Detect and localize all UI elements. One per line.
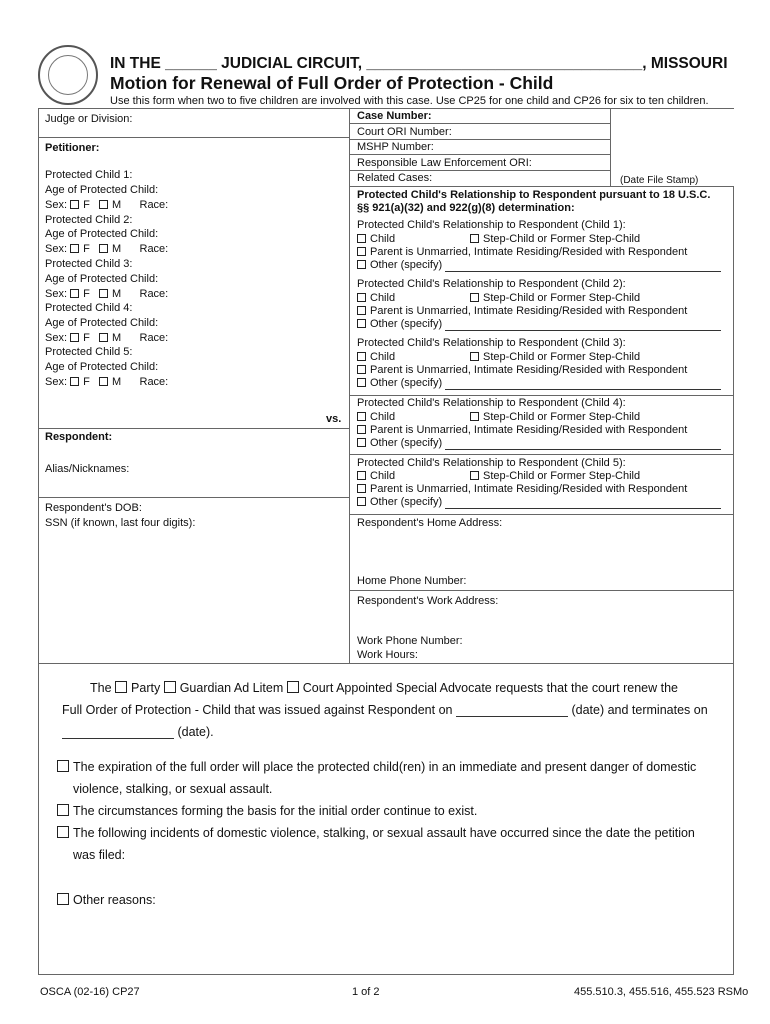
incidents-checkbox[interactable] — [57, 826, 69, 838]
home-phone-label: Home Phone Number: — [357, 575, 467, 587]
work-hours-label: Work Hours: — [357, 649, 418, 661]
sex-f-checkbox[interactable] — [70, 377, 79, 386]
work-phone-label: Work Phone Number: — [357, 635, 463, 647]
home-address-label: Respondent's Home Address: — [357, 517, 503, 529]
parent-checkbox[interactable] — [357, 247, 366, 256]
court-ori-label: Court ORI Number: — [357, 126, 452, 138]
sex-f-checkbox[interactable] — [70, 200, 79, 209]
case-number-label: Case Number: — [357, 110, 432, 122]
child-1-age: Age of Protected Child: — [45, 184, 159, 196]
issued-line: Full Order of Protection - Child that was issued against Respondent on (date) and terminates on — [62, 703, 708, 717]
relationship-title-1: Protected Child's Relationship to Respondent (Child 1): — [357, 219, 626, 231]
form-instructions: Use this form when two to five children are involved with this case. Use CP25 for one child and CP26 for six to ten children. — [110, 95, 709, 107]
opt-other-4: Other (specify) — [357, 437, 721, 450]
sex-m-checkbox[interactable] — [99, 200, 108, 209]
child-2-sex-row: Sex: F M Race: — [45, 243, 169, 255]
child-checkbox[interactable] — [357, 471, 366, 480]
child-4-name: Protected Child 4: — [45, 302, 133, 314]
reason-other: Other reasons: — [57, 893, 156, 907]
other-checkbox[interactable] — [357, 497, 366, 506]
terminate-line: (date). — [62, 725, 214, 739]
child-2-age: Age of Protected Child: — [45, 228, 159, 240]
alias-label: Alias/Nicknames: — [45, 463, 130, 475]
opt-step-4: Step-Child or Former Step-Child — [470, 411, 640, 424]
step-child-checkbox[interactable] — [470, 352, 479, 361]
requestor-line: The Party Guardian Ad Litem Court Appointed Special Advocate requests that the court renew the — [90, 681, 678, 695]
work-address-label: Respondent's Work Address: — [357, 595, 499, 607]
court-heading: IN THE ______ JUDICIAL CIRCUIT, ________________________________, MISSOURI — [110, 55, 728, 72]
opt-parent-3: Parent is Unmarried, Intimate Residing/Resided with Respondent — [357, 364, 687, 377]
opt-other-1: Other (specify) — [357, 259, 721, 272]
parent-checkbox[interactable] — [357, 425, 366, 434]
child-checkbox[interactable] — [357, 352, 366, 361]
reason-expiration: The expiration of the full order will place the protected child(ren) in an immediate and present danger of domestic — [57, 760, 696, 774]
opt-child-2: Child — [357, 292, 395, 305]
child-3-age: Age of Protected Child: — [45, 273, 159, 285]
opt-other-3: Other (specify) — [357, 377, 721, 390]
ssn-label: SSN (if known, last four digits): — [45, 517, 196, 529]
parent-checkbox[interactable] — [357, 306, 366, 315]
opt-child-1: Child — [357, 233, 395, 246]
relationship-heading-2: §§ 921(a)(32) and 922(g)(8) determination: — [357, 202, 575, 214]
other-checkbox[interactable] — [357, 319, 366, 328]
casa-checkbox[interactable] — [287, 681, 299, 693]
opt-parent-1: Parent is Unmarried, Intimate Residing/Resided with Respondent — [357, 246, 687, 259]
child-5-sex-row: Sex: F M Race: — [45, 376, 169, 388]
judge-label: Judge or Division: — [45, 113, 133, 125]
opt-child-3: Child — [357, 351, 395, 364]
related-cases-label: Related Cases: — [357, 172, 433, 184]
other-checkbox[interactable] — [357, 378, 366, 387]
expiration-checkbox[interactable] — [57, 760, 69, 772]
opt-child-5: Child — [357, 470, 395, 483]
form-id: OSCA (02-16) CP27 — [40, 986, 140, 998]
reason-incidents-cont: was filed: — [73, 848, 126, 862]
child-2-name: Protected Child 2: — [45, 214, 133, 226]
opt-other-2: Other (specify) — [357, 318, 721, 331]
reason-incidents: The following incidents of domestic violence, stalking, or sexual assault have occurred since the date the petition — [57, 826, 695, 840]
sex-m-checkbox[interactable] — [99, 289, 108, 298]
child-4-sex-row: Sex: F M Race: — [45, 332, 169, 344]
relationship-title-4: Protected Child's Relationship to Respondent (Child 4): — [357, 397, 626, 409]
form-title: Motion for Renewal of Full Order of Protection - Child — [110, 73, 554, 93]
opt-parent-2: Parent is Unmarried, Intimate Residing/Resided with Respondent — [357, 305, 687, 318]
sex-f-checkbox[interactable] — [70, 333, 79, 342]
relationship-title-3: Protected Child's Relationship to Respondent (Child 3): — [357, 337, 626, 349]
child-4-age: Age of Protected Child: — [45, 317, 159, 329]
le-ori-label: Responsible Law Enforcement ORI: — [357, 157, 532, 169]
party-checkbox[interactable] — [115, 681, 127, 693]
sex-f-checkbox[interactable] — [70, 244, 79, 253]
child-1-sex-row: Sex: F M Race: — [45, 199, 169, 211]
child-checkbox[interactable] — [357, 293, 366, 302]
step-child-checkbox[interactable] — [470, 412, 479, 421]
relationship-heading-1: Protected Child's Relationship to Respondent pursuant to 18 U.S.C. — [357, 189, 711, 201]
step-child-checkbox[interactable] — [470, 293, 479, 302]
other-checkbox[interactable] — [357, 260, 366, 269]
child-checkbox[interactable] — [357, 234, 366, 243]
child-5-age: Age of Protected Child: — [45, 361, 159, 373]
parent-checkbox[interactable] — [357, 365, 366, 374]
child-5-name: Protected Child 5: — [45, 346, 133, 358]
opt-step-2: Step-Child or Former Step-Child — [470, 292, 640, 305]
reason-expiration-cont: violence, stalking, or sexual assault. — [73, 782, 273, 796]
sex-m-checkbox[interactable] — [99, 333, 108, 342]
parent-checkbox[interactable] — [357, 484, 366, 493]
opt-child-4: Child — [357, 411, 395, 424]
child-3-name: Protected Child 3: — [45, 258, 133, 270]
other-reasons-checkbox[interactable] — [57, 893, 69, 905]
missouri-seal-icon — [38, 45, 98, 105]
reason-circumstances: The circumstances forming the basis for the initial order continue to exist. — [57, 804, 477, 818]
opt-other-5: Other (specify) — [357, 496, 721, 509]
statutes: 455.510.3, 455.516, 455.523 RSMo — [574, 986, 749, 998]
child-3-sex-row: Sex: F M Race: — [45, 288, 169, 300]
other-checkbox[interactable] — [357, 438, 366, 447]
date-file-stamp-label: (Date File Stamp) — [620, 175, 699, 186]
opt-step-5: Step-Child or Former Step-Child — [470, 470, 640, 483]
step-child-checkbox[interactable] — [470, 471, 479, 480]
versus-label: vs. — [326, 413, 342, 425]
relationship-title-2: Protected Child's Relationship to Respondent (Child 2): — [357, 278, 626, 290]
petitioner-label: Petitioner: — [45, 142, 100, 154]
dob-label: Respondent's DOB: — [45, 502, 142, 514]
sex-m-checkbox[interactable] — [99, 244, 108, 253]
gal-checkbox[interactable] — [164, 681, 176, 693]
child-checkbox[interactable] — [357, 412, 366, 421]
step-child-checkbox[interactable] — [470, 234, 479, 243]
mshp-label: MSHP Number: — [357, 141, 434, 153]
opt-parent-5: Parent is Unmarried, Intimate Residing/Resided with Respondent — [357, 483, 687, 496]
circumstances-checkbox[interactable] — [57, 804, 69, 816]
child-1-name: Protected Child 1: — [45, 169, 133, 181]
opt-step-3: Step-Child or Former Step-Child — [470, 351, 640, 364]
page-number: 1 of 2 — [352, 986, 380, 998]
relationship-title-5: Protected Child's Relationship to Respondent (Child 5): — [357, 457, 626, 469]
respondent-label: Respondent: — [45, 431, 113, 443]
opt-step-1: Step-Child or Former Step-Child — [470, 233, 640, 246]
sex-f-checkbox[interactable] — [70, 289, 79, 298]
opt-parent-4: Parent is Unmarried, Intimate Residing/Resided with Respondent — [357, 424, 687, 437]
sex-m-checkbox[interactable] — [99, 377, 108, 386]
